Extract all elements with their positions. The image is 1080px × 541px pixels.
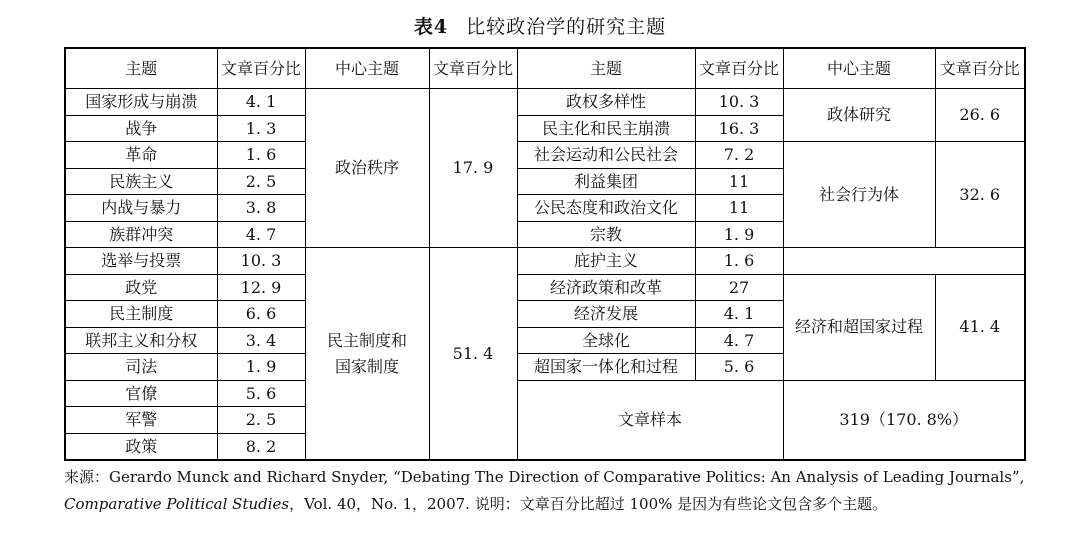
- sample-value-cell: 319（170. 8%）: [783, 380, 1025, 460]
- topic-cell: 政策: [65, 433, 217, 460]
- table-title: [0, 12, 1080, 39]
- header-central: 中心主题: [783, 48, 935, 89]
- source-label: 来源：: [64, 468, 110, 486]
- table-title-text: 比较政治学的研究主题: [466, 16, 667, 38]
- pct-cell: 5. 6: [695, 354, 783, 381]
- pct-cell: 4. 7: [217, 221, 305, 248]
- topic-cell: 革命: [65, 142, 217, 169]
- topic-cell: 选举与投票: [65, 248, 217, 275]
- header-row: [65, 48, 1025, 89]
- topic-cell: 内战与暴力: [65, 195, 217, 222]
- header-topic: 主题: [517, 48, 695, 89]
- pct-cell: 4. 7: [695, 327, 783, 354]
- pct-cell: 4. 1: [695, 301, 783, 328]
- table-row: [65, 142, 1025, 169]
- topic-cell: 利益集团: [517, 168, 695, 195]
- topic-cell: 超国家一体化和过程: [517, 354, 695, 381]
- pct-cell: 3. 4: [217, 327, 305, 354]
- pct-cell: 10. 3: [217, 248, 305, 275]
- central-pct-cell: 17. 9: [429, 89, 517, 248]
- pct-cell: 27: [695, 274, 783, 301]
- central-pct-cell: 41. 4: [935, 274, 1025, 380]
- topic-cell: 经济政策和改革: [517, 274, 695, 301]
- pct-cell: 3. 8: [217, 195, 305, 222]
- central-theme-line: 民主制度和: [326, 331, 407, 350]
- pct-cell: 1. 6: [217, 142, 305, 169]
- pct-cell: 11: [695, 195, 783, 222]
- header-topic: 主题: [65, 48, 217, 89]
- research-topics-table: [64, 47, 1026, 461]
- central-pct-cell: 26. 6: [935, 89, 1025, 142]
- central-pct-cell: 51. 4: [429, 248, 517, 461]
- table-row: [65, 89, 1025, 116]
- central-theme-cell: 经济和超国家过程: [783, 274, 935, 380]
- pct-cell: 8. 2: [217, 433, 305, 460]
- topic-cell: 全球化: [517, 327, 695, 354]
- sample-label-cell: 文章样本: [517, 380, 783, 460]
- pct-cell: 7. 2: [695, 142, 783, 169]
- central-theme-line: 国家制度: [334, 356, 399, 376]
- pct-cell: 1. 3: [217, 115, 305, 142]
- topic-cell: 庇护主义: [517, 248, 695, 275]
- pct-cell: 5. 6: [217, 380, 305, 407]
- central-pct-cell: 32. 6: [935, 142, 1025, 248]
- topic-cell: 宗教: [517, 221, 695, 248]
- header-pct: 文章百分比: [935, 48, 1025, 89]
- header-pct: 文章百分比: [429, 48, 517, 89]
- pct-cell: 10. 3: [695, 89, 783, 116]
- pct-cell: 1. 9: [695, 221, 783, 248]
- topic-cell: 民主制度: [65, 301, 217, 328]
- header-central: 中心主题: [305, 48, 429, 89]
- header-pct: 文章百分比: [217, 48, 305, 89]
- table-row: [65, 248, 1025, 275]
- central-theme-cell: [305, 248, 429, 461]
- topic-cell: 社会运动和公民社会: [517, 142, 695, 169]
- central-theme-cell: 社会行为体: [783, 142, 935, 248]
- pct-cell: 11: [695, 168, 783, 195]
- table-row: [65, 380, 1025, 407]
- topic-cell: 联邦主义和分权: [65, 327, 217, 354]
- source-note: [64, 464, 1034, 518]
- source-article: “Debating The Direction of Comparative Politics: An Analysis of Leading Journals”,: [393, 468, 1025, 486]
- topic-cell: 民族主义: [65, 168, 217, 195]
- table-row: [65, 274, 1025, 301]
- pct-cell: 4. 1: [217, 89, 305, 116]
- topic-cell: 政权多样性: [517, 89, 695, 116]
- topic-cell: 公民态度和政治文化: [517, 195, 695, 222]
- pct-cell: 6. 6: [217, 301, 305, 328]
- pct-cell: 16. 3: [695, 115, 783, 142]
- header-pct: 文章百分比: [695, 48, 783, 89]
- central-theme-cell: 政体研究: [783, 89, 935, 142]
- topic-cell: 司法: [65, 354, 217, 381]
- topic-cell: 民主化和民主崩溃: [517, 115, 695, 142]
- topic-cell: 政党: [65, 274, 217, 301]
- source-authors: Gerardo Munck and Richard Snyder,: [109, 468, 389, 486]
- table-number: 表4: [413, 16, 449, 38]
- topic-cell: 经济发展: [517, 301, 695, 328]
- topic-cell: 族群冲突: [65, 221, 217, 248]
- note-text: 文章百分比超过 100% 是因为有些论文包含多个主题。: [519, 495, 888, 513]
- central-theme-cell: 政治秩序: [305, 89, 429, 248]
- topic-cell: 官僚: [65, 380, 217, 407]
- source-details: ，Vol. 40，No. 1，2007.: [289, 495, 470, 513]
- topic-cell: 战争: [65, 115, 217, 142]
- source-journal: Comparative Political Studies: [64, 495, 290, 513]
- pct-cell: 2. 5: [217, 168, 305, 195]
- pct-cell: 1. 9: [217, 354, 305, 381]
- topic-cell: 军警: [65, 407, 217, 434]
- note-label: 说明：: [474, 495, 520, 513]
- pct-cell: 1. 6: [695, 248, 783, 275]
- pct-cell: 2. 5: [217, 407, 305, 434]
- topic-cell: 国家形成与崩溃: [65, 89, 217, 116]
- pct-cell: 12. 9: [217, 274, 305, 301]
